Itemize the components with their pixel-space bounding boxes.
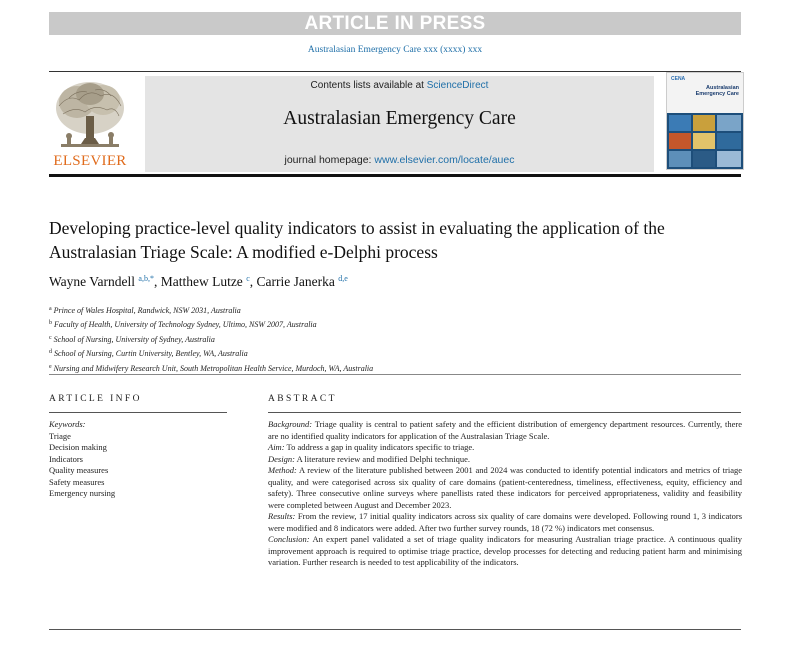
keyword-item: Quality measures bbox=[49, 465, 109, 475]
abstract-text: An expert panel validated a set of triage quality indicators for measuring Australian triage practice. A continuous quality improvement approach is required to optimise triage practice, develop processes for detecting and reducing patient harm and minimising variation. Further research is needed to test applicability of the indicators. bbox=[268, 534, 743, 567]
affiliation-text: Prince of Wales Hospital, Randwick, NSW 2031, Australia bbox=[53, 306, 241, 315]
keyword-item: Indicators bbox=[49, 453, 83, 464]
journal-reference[interactable]: Australasian Emergency Care xxx (xxxx) xxx bbox=[307, 45, 483, 55]
abstract-aim bbox=[268, 442, 742, 454]
abstract-label: Design: bbox=[268, 453, 295, 464]
article-title: Developing practice-level quality indicators to assist in evaluating the application of the Australasian Triage Scale: A modified e-Delphi process bbox=[49, 218, 665, 262]
article-info-rule bbox=[49, 412, 227, 413]
affiliation-item bbox=[49, 346, 749, 360]
cover-photo-collage-icon bbox=[667, 113, 743, 169]
abstract-bottom-rule bbox=[49, 629, 741, 630]
author-affiliation-marks[interactable]: a,b,* bbox=[138, 274, 154, 283]
author-name[interactable]: Matthew Lutze bbox=[160, 274, 243, 289]
author-name[interactable]: Carrie Janerka bbox=[256, 274, 335, 289]
keyword-item: Decision making bbox=[49, 442, 107, 452]
affiliation-item bbox=[49, 303, 749, 317]
affiliation-item bbox=[49, 361, 749, 375]
contents-line bbox=[145, 80, 654, 91]
keywords-block bbox=[49, 419, 227, 500]
abstract-label: Method: bbox=[268, 465, 297, 475]
affiliation-mark: c bbox=[49, 334, 52, 341]
article-in-press-banner: ARTICLE IN PRESS bbox=[49, 12, 741, 35]
affiliation-text: Faculty of Health, University of Technology Sydney, Ultimo, NSW 2007, Australia bbox=[54, 320, 317, 330]
cover-title-line2: Emergency Care bbox=[695, 91, 739, 97]
cover-brand: CENA bbox=[671, 76, 686, 82]
header-bottom-rule bbox=[49, 174, 741, 177]
affiliation-mark: a bbox=[49, 306, 52, 312]
author-affiliation-marks[interactable]: d,e bbox=[338, 274, 348, 283]
abstract-text: From the review, 17 initial quality indicators across six quality of care domains were developed. Following round 1, 3 indicators were modified and 8 indicators were added. After two further survey rounds, 18 (72 %) indicators met consensus. bbox=[268, 511, 743, 533]
abstract-results bbox=[268, 511, 742, 534]
abstract-label: Results: bbox=[268, 511, 296, 521]
abstract-label: Aim: bbox=[268, 442, 285, 452]
keyword-item: Emergency nursing bbox=[49, 488, 116, 498]
abstract-body bbox=[268, 419, 742, 569]
abstract-design bbox=[268, 454, 742, 466]
abstract-rule bbox=[268, 412, 741, 413]
abstract-text: To address a gap in quality indicators specific to triage. bbox=[286, 442, 475, 452]
keywords-label: Keywords: bbox=[49, 419, 86, 429]
affiliation-text: School of Nursing, Curtin University, Bentley, WA, Australia bbox=[54, 349, 248, 359]
header-top-rule bbox=[49, 71, 741, 72]
abstract-background bbox=[268, 419, 742, 442]
author-list: Wayne Varndell $^{a,b,*}$, Matthew Lutze $^c$, Carrie Janerka $^{d,e}$ bbox=[49, 274, 348, 289]
publisher-logo-text[interactable]: ELSEVIER bbox=[53, 153, 127, 169]
cover-title-line1: Australasian bbox=[705, 85, 739, 91]
affiliation-text: Nursing and Midwifery Research Unit, South Metropolitan Health Service, Murdoch, WA, Australia bbox=[53, 363, 374, 373]
abstract-heading: ABSTRACT bbox=[268, 394, 337, 404]
keyword-item: Safety measures bbox=[49, 476, 105, 487]
author-name[interactable]: Wayne Varndell bbox=[49, 274, 136, 289]
affiliation-list bbox=[49, 303, 749, 375]
keyword-item: Triage bbox=[49, 430, 71, 441]
homepage-prefix: journal homepage: bbox=[284, 154, 372, 166]
abstract-label: Conclusion: bbox=[268, 534, 310, 544]
affiliation-mark: e bbox=[49, 363, 52, 370]
abstract-conclusion bbox=[268, 534, 742, 569]
cover-title bbox=[696, 85, 739, 97]
affiliation-item bbox=[49, 317, 749, 331]
contents-prefix: Contents lists available at bbox=[310, 80, 424, 91]
affiliation-text: School of Nursing, University of Sydney, Australia bbox=[53, 334, 215, 344]
affiliation-mark: b bbox=[49, 320, 52, 327]
affiliation-mark: d bbox=[49, 349, 52, 356]
journal-homepage-link[interactable]: www.elsevier.com/locate/auec bbox=[374, 154, 515, 166]
abstract-text: Triage quality is central to patient safety and the efficient distribution of emergency department resources. Currently, there are no identified quality indicators for application of the Australasian Triage Scale. bbox=[268, 419, 742, 441]
author-affiliation-marks[interactable]: c bbox=[246, 274, 250, 283]
abstract-text: A review of the literature published between 2001 and 2024 was conducted to identify potential indicators and metrics of triage quality, and were categorised across six quality of care domains (patient-centeredness, timeliness, effectiveness, equity, efficiency and safety). Three consecutive online surveys where panellists rated these indicators for perceived appropriateness, validity and feasibility were completed between August and December 2023. bbox=[268, 465, 743, 510]
journal-cover-thumbnail[interactable] bbox=[666, 72, 744, 170]
affiliation-divider bbox=[49, 374, 741, 375]
abstract-text: A literature review and modified Delphi technique. bbox=[296, 453, 471, 464]
journal-title: Australasian Emergency Care bbox=[283, 108, 516, 129]
homepage-line bbox=[145, 154, 654, 166]
sciencedirect-link[interactable]: ScienceDirect bbox=[426, 80, 489, 91]
abstract-method bbox=[268, 465, 742, 511]
affiliation-item bbox=[49, 332, 749, 346]
abstract-label: Background: bbox=[268, 419, 313, 429]
article-info-heading: ARTICLE INFO bbox=[49, 394, 142, 404]
